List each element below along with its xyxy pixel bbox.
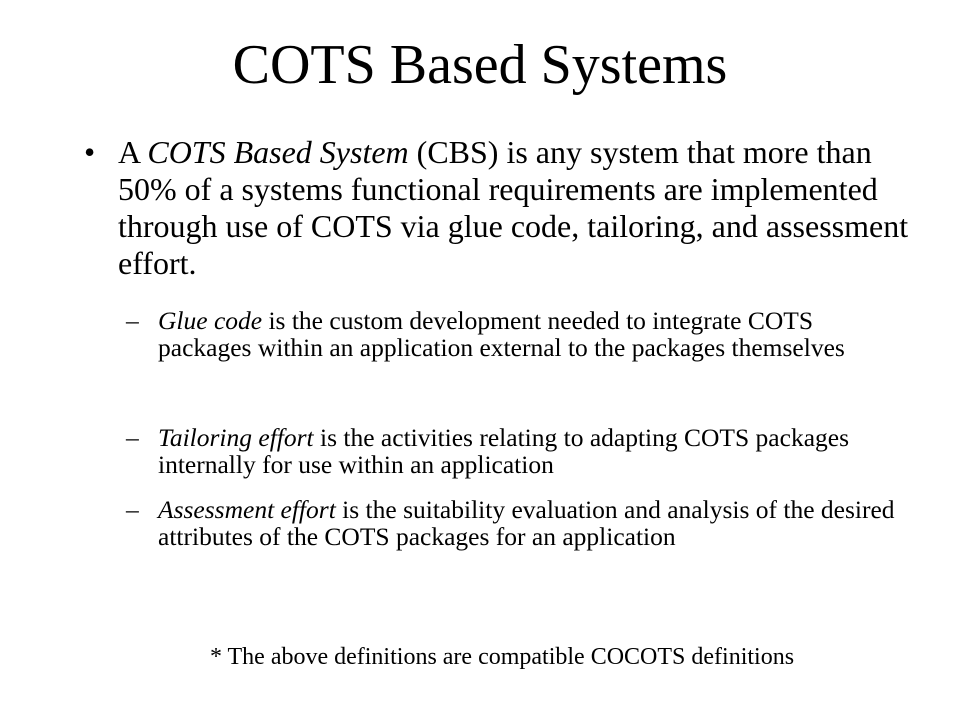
sub-bullet-marker: – [126, 495, 139, 524]
sub-bullet-rest: is the custom development needed to integrate COTS packages within an application external to the packages themselves [158, 306, 845, 362]
sub-bullet-term: Assessment effort [158, 495, 336, 524]
slide-title: COTS Based Systems [232, 34, 728, 96]
main-bullet-lead: A [118, 134, 148, 170]
sub-bullet-marker: – [126, 423, 139, 452]
sub-bullet-text [158, 307, 906, 361]
sub-bullet-tailoring-effort [126, 424, 906, 478]
sub-bullet-rest: is the activities relating to adapting COTS packages internally for use within an application [158, 423, 850, 479]
bullet-marker: • [84, 134, 96, 170]
sub-bullet-term: Tailoring effort [158, 423, 314, 452]
footnote: * The above definitions are compatible COCOTS definitions [209, 644, 795, 670]
sub-bullet-rest: is the suitability evaluation and analysis of the desired attributes of the COTS packages for an application [158, 495, 895, 551]
sub-bullet-text [158, 424, 906, 478]
main-bullet [84, 134, 914, 282]
sub-bullet-glue-code [126, 307, 906, 361]
main-bullet-rest: (CBS) is any system that more than 50% of a systems functional requirements are implemented through use of COTS via glue code, tailoring, and assessment effort. [118, 134, 909, 281]
sub-bullet-term: Glue code [158, 306, 263, 335]
sub-bullet-assessment-effort [126, 496, 906, 550]
main-bullet-term: COTS Based System [147, 134, 409, 170]
sub-bullet-text [158, 496, 906, 550]
main-bullet-text [118, 134, 914, 282]
sub-bullet-marker: – [126, 306, 139, 335]
